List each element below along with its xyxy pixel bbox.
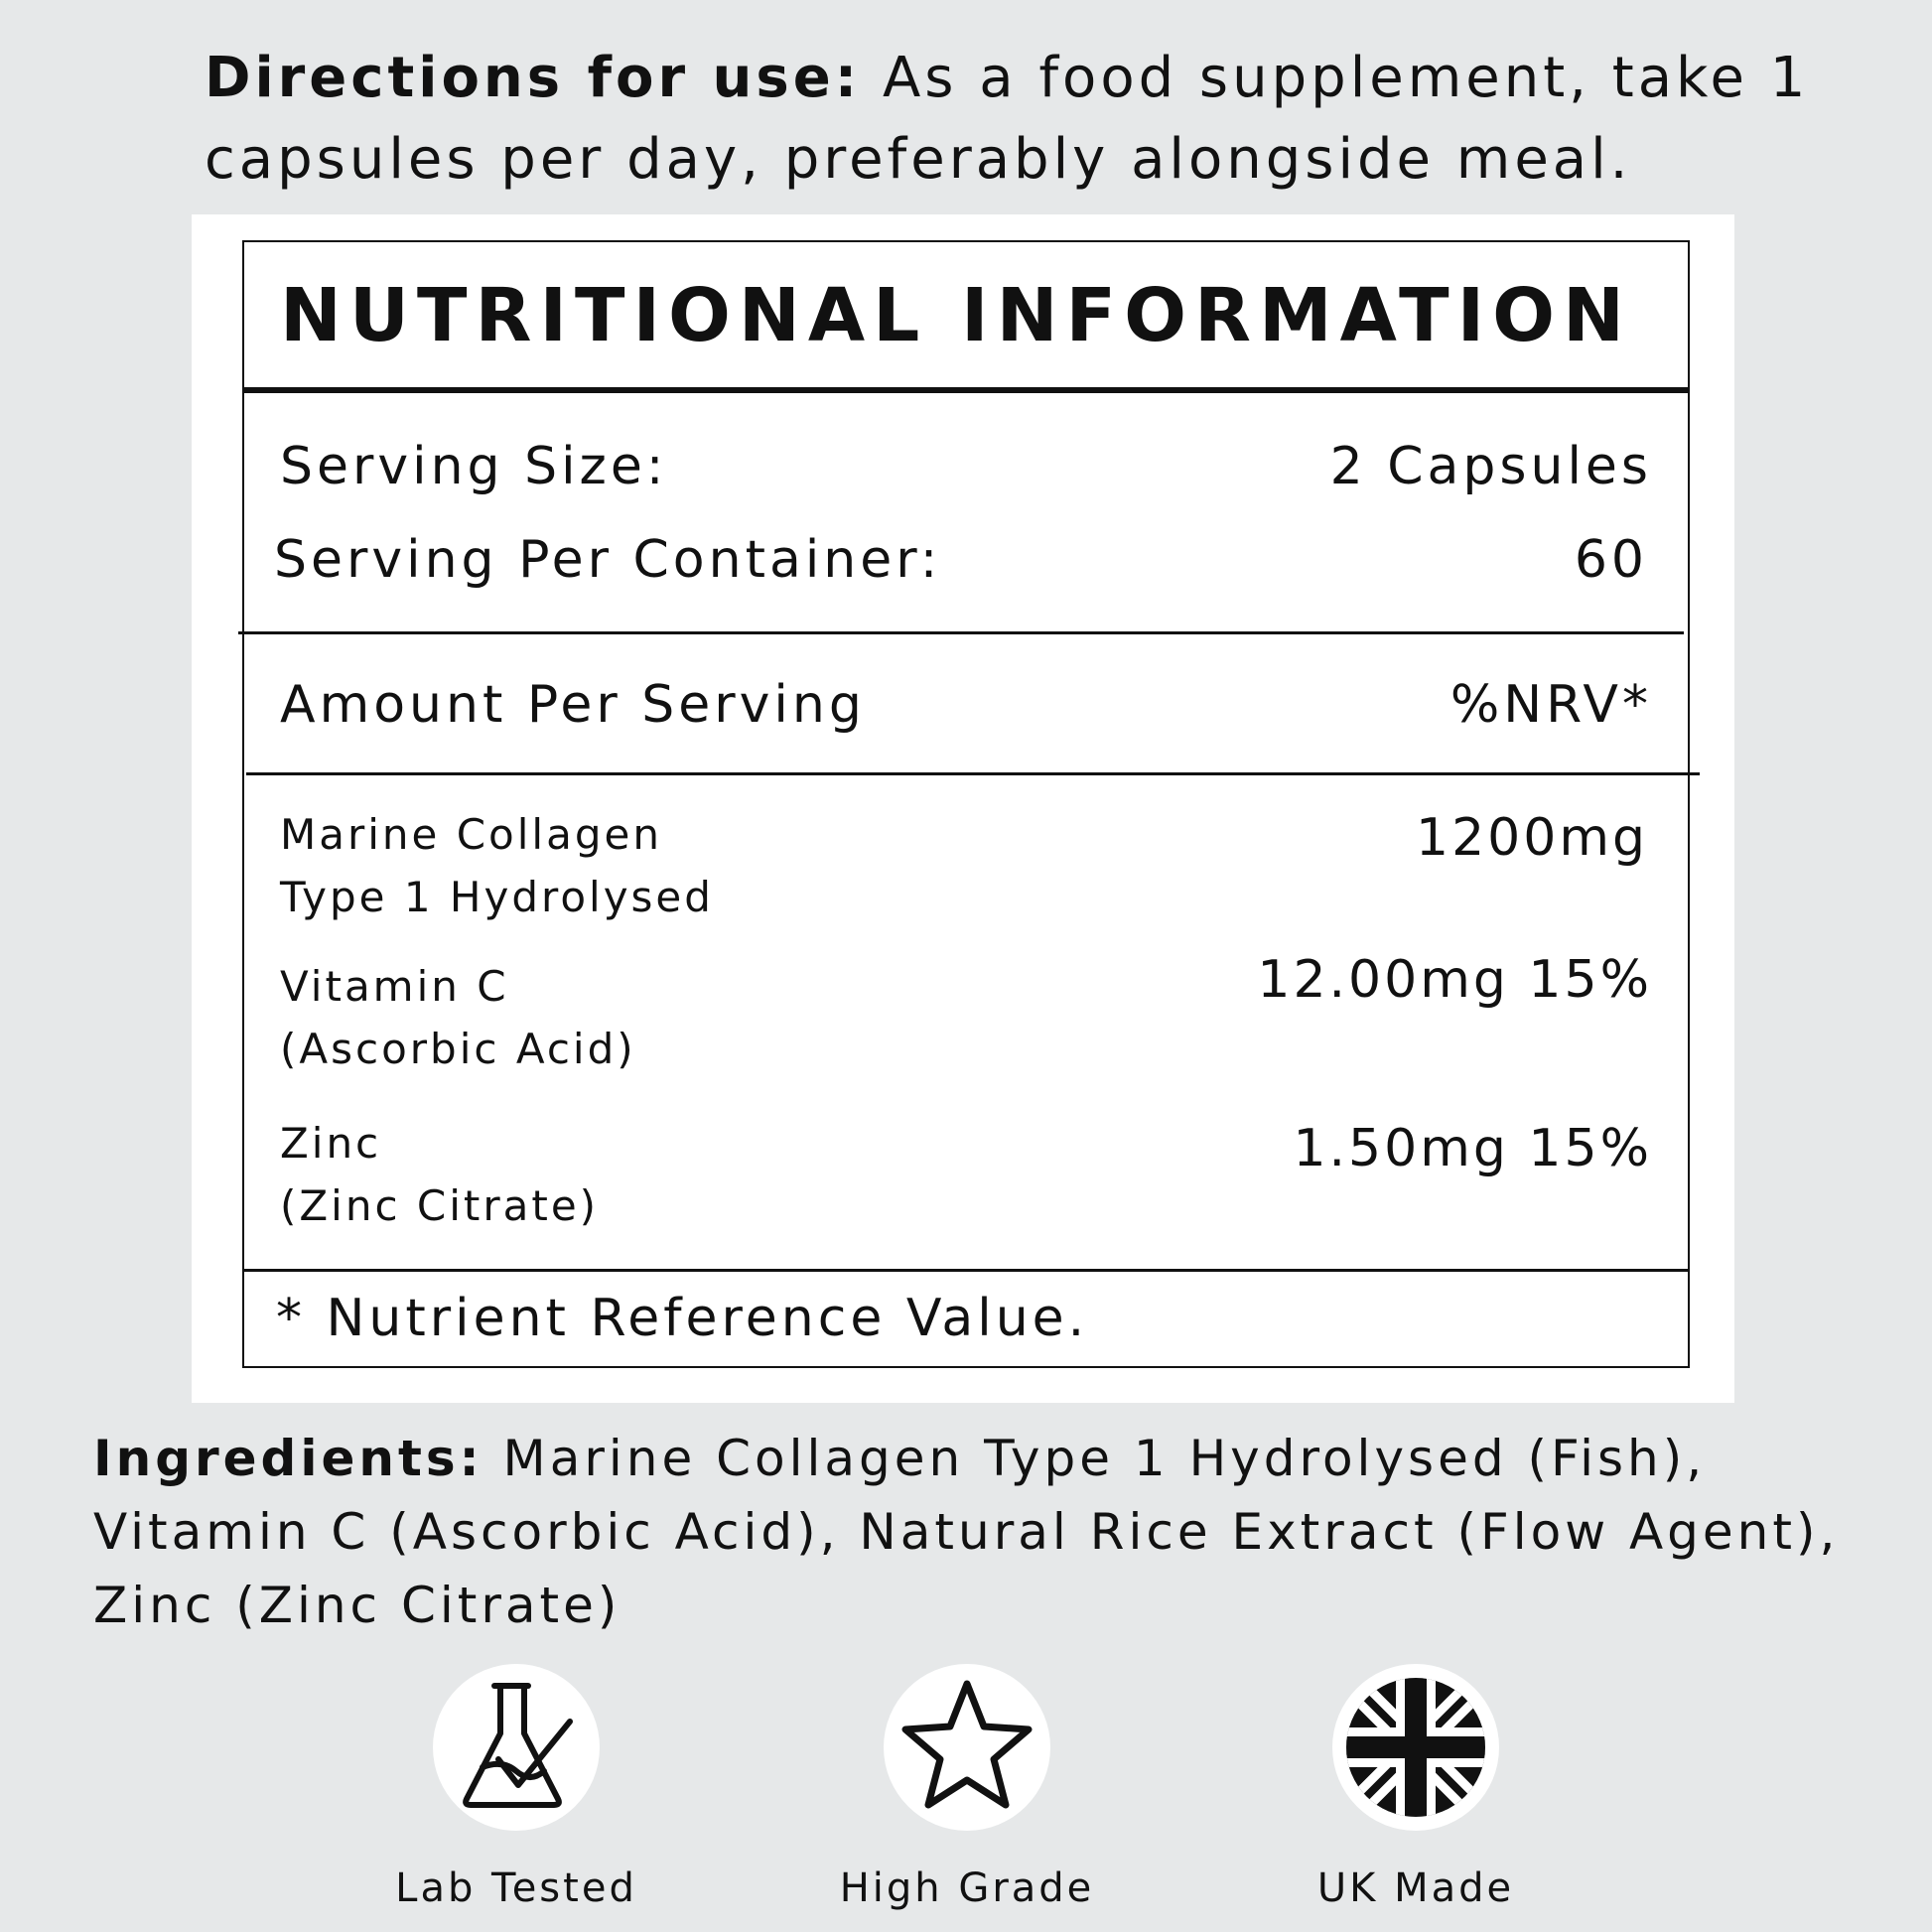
divider	[244, 387, 1688, 393]
nutrient-name	[280, 803, 714, 928]
nutrient-name	[280, 955, 636, 1080]
nutrient-name-line: (Zinc Citrate)	[280, 1181, 600, 1230]
amount-per-serving-label: Amount Per Serving	[280, 675, 866, 735]
nrv-header: %NRV*	[1449, 675, 1652, 735]
badge-high-grade	[838, 1664, 1096, 1912]
servings-per-container-label: Serving Per Container:	[274, 530, 942, 590]
badge-label: UK Made	[1316, 1865, 1515, 1911]
servings-per-container-value: 60	[1574, 530, 1648, 590]
nutrient-name-line: Marine Collagen	[280, 810, 662, 859]
footnote: * Nutrient Reference Value.	[276, 1289, 1089, 1348]
nutrition-table	[242, 240, 1690, 1368]
badge-uk-made	[1287, 1664, 1545, 1912]
divider	[246, 772, 1700, 775]
nutrient-value: 1200mg	[1416, 808, 1648, 868]
nutrient-name-line: Zinc	[280, 1119, 382, 1168]
badge-label: Lab Tested	[395, 1865, 637, 1911]
union-jack-icon	[1332, 1664, 1499, 1831]
serving-size-label: Serving Size:	[280, 437, 668, 496]
directions-label: Directions for use:	[205, 46, 862, 110]
nutrient-value: 12.00mg 15%	[1257, 950, 1652, 1010]
divider	[238, 631, 1684, 634]
badge-lab-tested	[387, 1664, 645, 1912]
nutrient-name-line: Vitamin C	[280, 962, 509, 1011]
ingredients-label: Ingredients:	[93, 1430, 483, 1487]
divider	[244, 1269, 1688, 1272]
nutrient-name	[280, 1112, 599, 1237]
ingredients-body: Marine Collagen Type 1 Hydrolysed (Fish), Vitamin C (Ascorbic Acid), Natural Rice Extract (Flow Agent), Zinc (Zinc Citrate)	[93, 1430, 1840, 1634]
badge-label: High Grade	[839, 1865, 1095, 1911]
directions-body: As a food supplement, take 1 capsules per day, preferably alongside meal.	[205, 46, 1810, 192]
nutrient-value: 1.50mg 15%	[1293, 1119, 1652, 1178]
serving-size-value: 2 Capsules	[1329, 437, 1652, 496]
nutrient-name-line: Type 1 Hydrolysed	[280, 873, 714, 921]
ingredients-text	[93, 1422, 1861, 1642]
directions-text	[205, 38, 1813, 201]
table-title: NUTRITIONAL INFORMATION	[280, 273, 1632, 358]
star-icon	[884, 1664, 1050, 1831]
flask-check-icon	[433, 1664, 600, 1831]
nutrient-name-line: (Ascorbic Acid)	[280, 1025, 636, 1073]
